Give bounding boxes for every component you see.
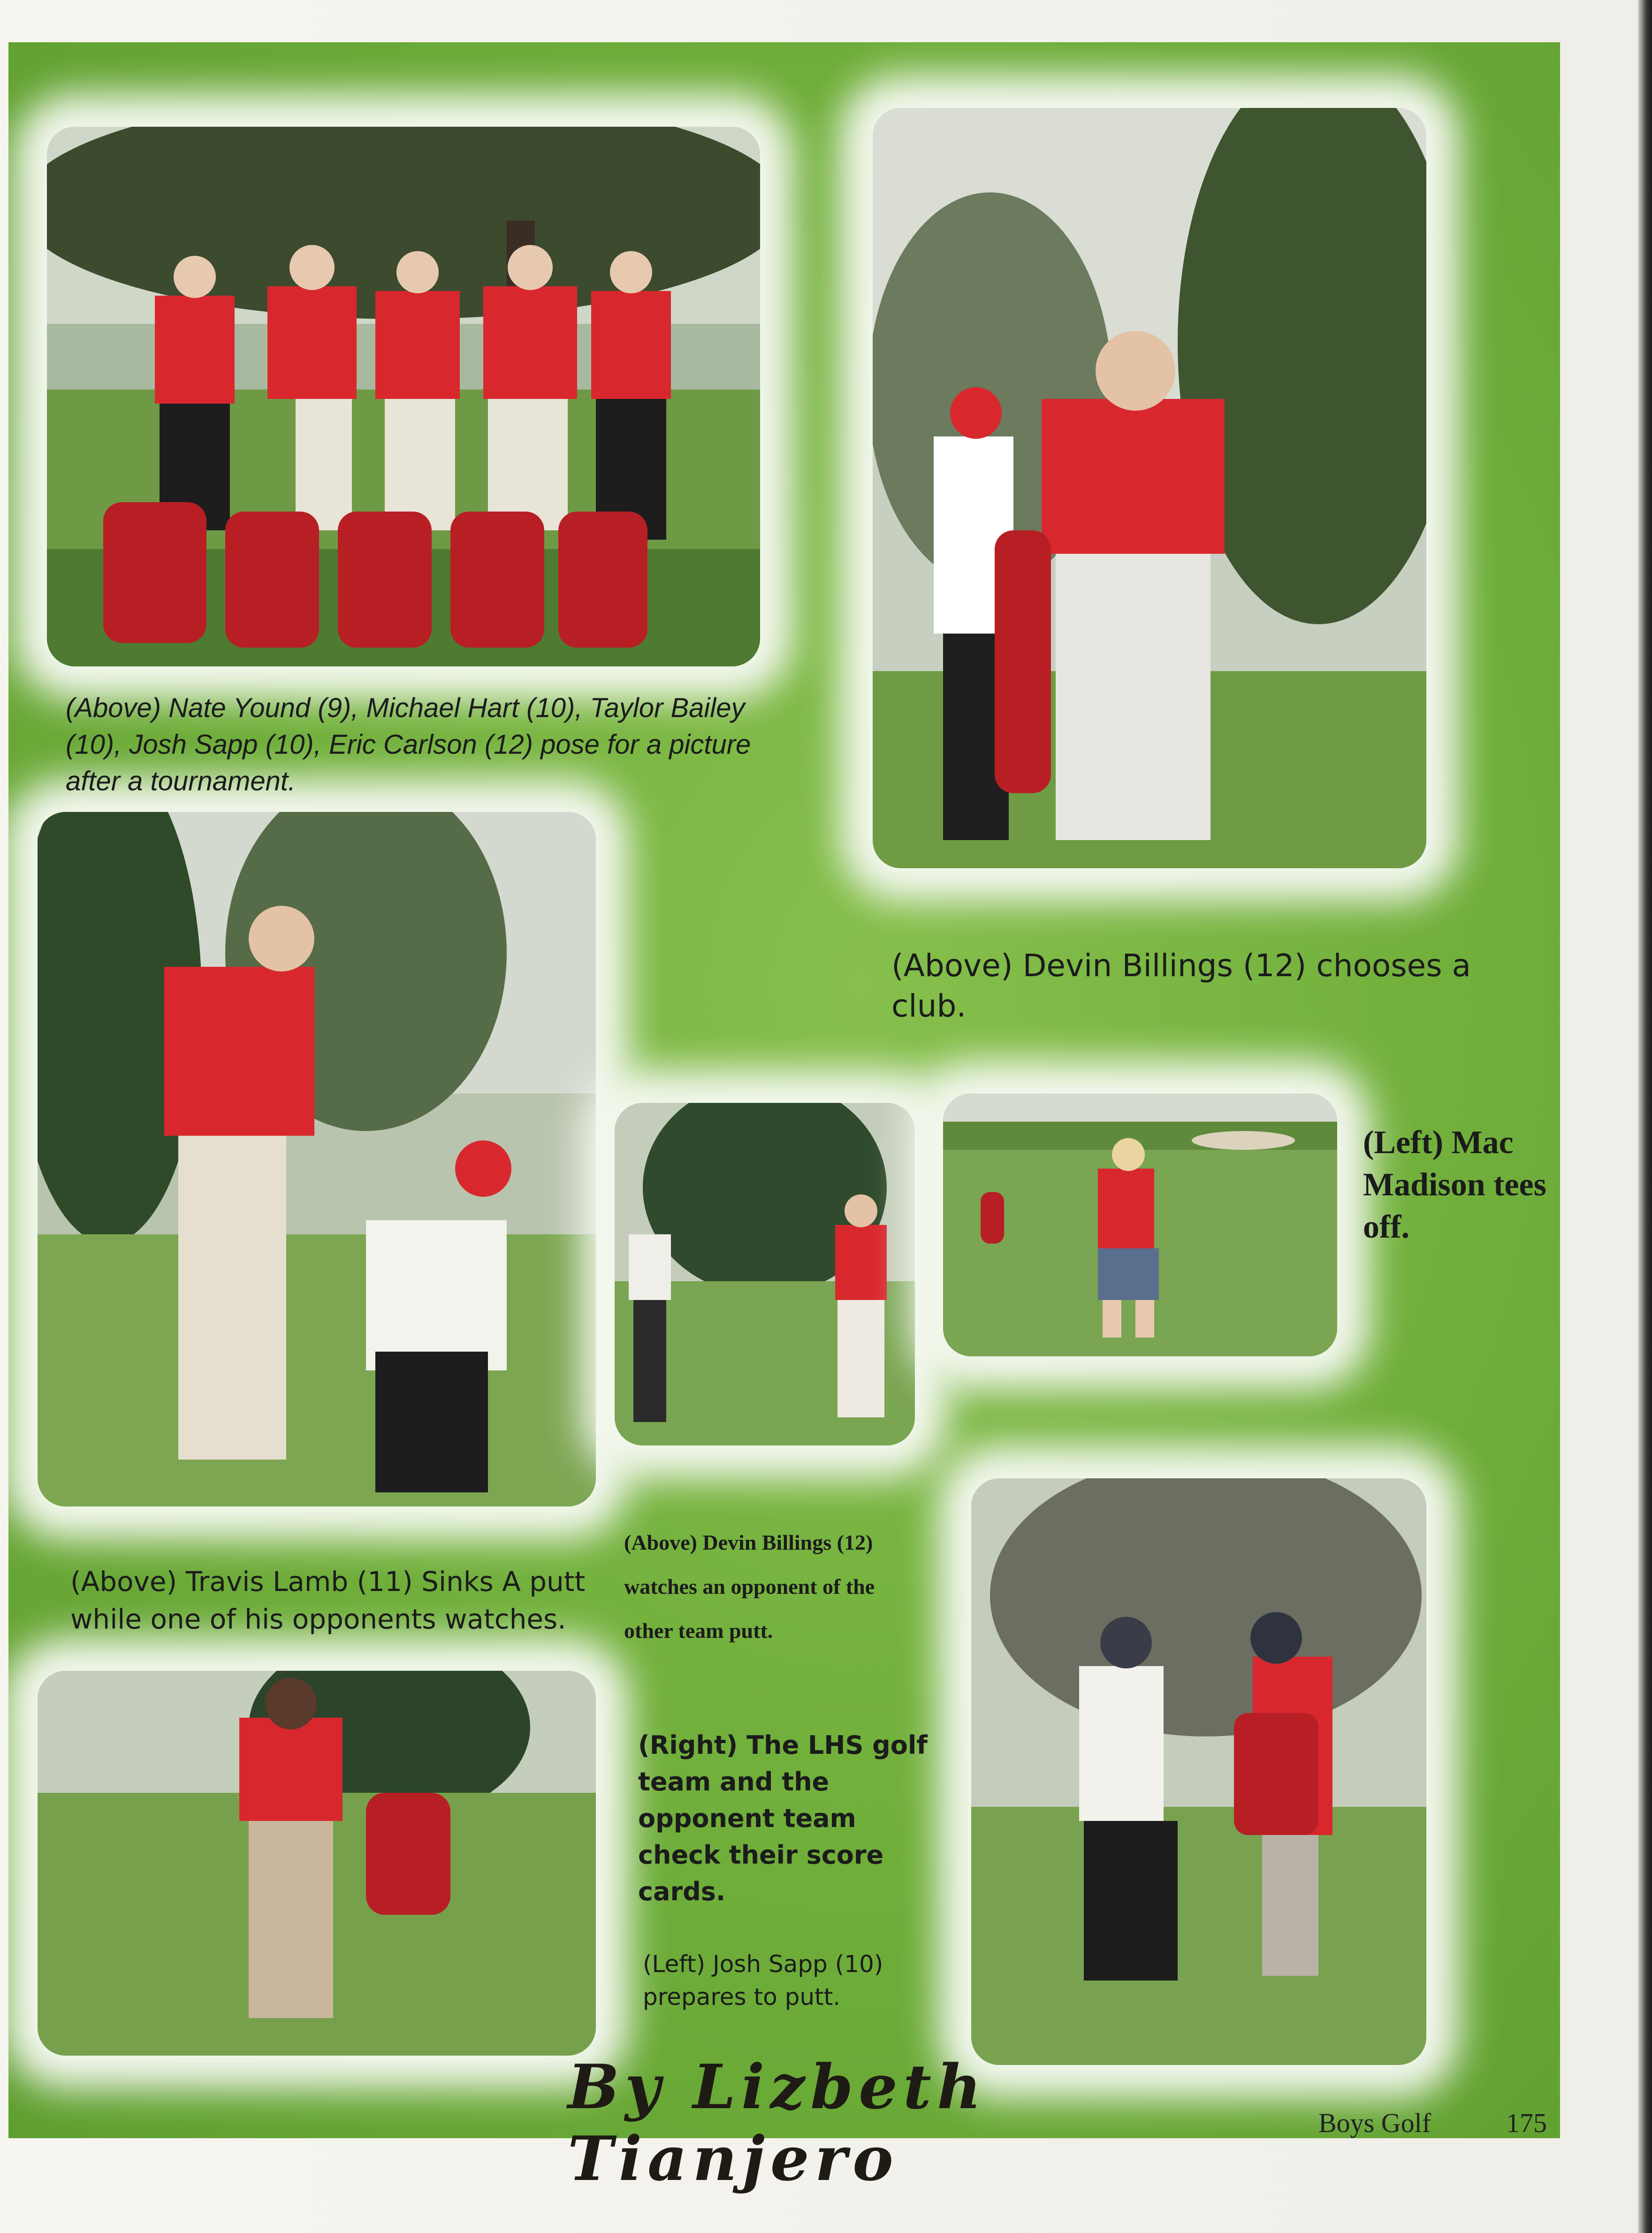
section-title: Boys Golf [1318, 2108, 1431, 2138]
josh-sapp-caption: (Left) Josh Sapp (10) prepares to putt. [643, 1950, 883, 2011]
binding-edge [1638, 0, 1652, 2233]
mac-madison-caption: (Left) Mac Madison tees off. [1363, 1124, 1546, 1245]
team-photo-caption: (Above) Nate Yound (9), Michael Hart (10), Taylor Bailey (10), Josh Sapp (10), Eric Carlson (12) pose for a picture after a tournament. [66, 693, 751, 796]
josh-sapp-photo [38, 1671, 596, 2056]
score-cards-caption: (Right) The LHS golf team and the opponent team check their score cards. [638, 1730, 928, 1906]
page-number: 175 [1506, 2108, 1547, 2138]
devin-chooses-club-photo [873, 108, 1426, 868]
team-photo [47, 127, 760, 666]
mac-madison-photo [943, 1094, 1337, 1356]
byline: By Lizbeth Tianjero [568, 2051, 987, 2195]
travis-lamb-caption: (Above) Travis Lamb (11) Sinks A putt while one of his opponents watches. [70, 1566, 586, 1635]
devin-watches-photo [615, 1103, 915, 1445]
score-cards-photo [971, 1478, 1426, 2065]
travis-lamb-putt-photo [38, 812, 596, 1507]
devin-watches-caption: (Above) Devin Billings (12) watches an opponent of the other team putt. [624, 1530, 875, 1643]
devin-club-caption: (Above) Devin Billings (12) chooses a club. [891, 948, 1471, 1024]
